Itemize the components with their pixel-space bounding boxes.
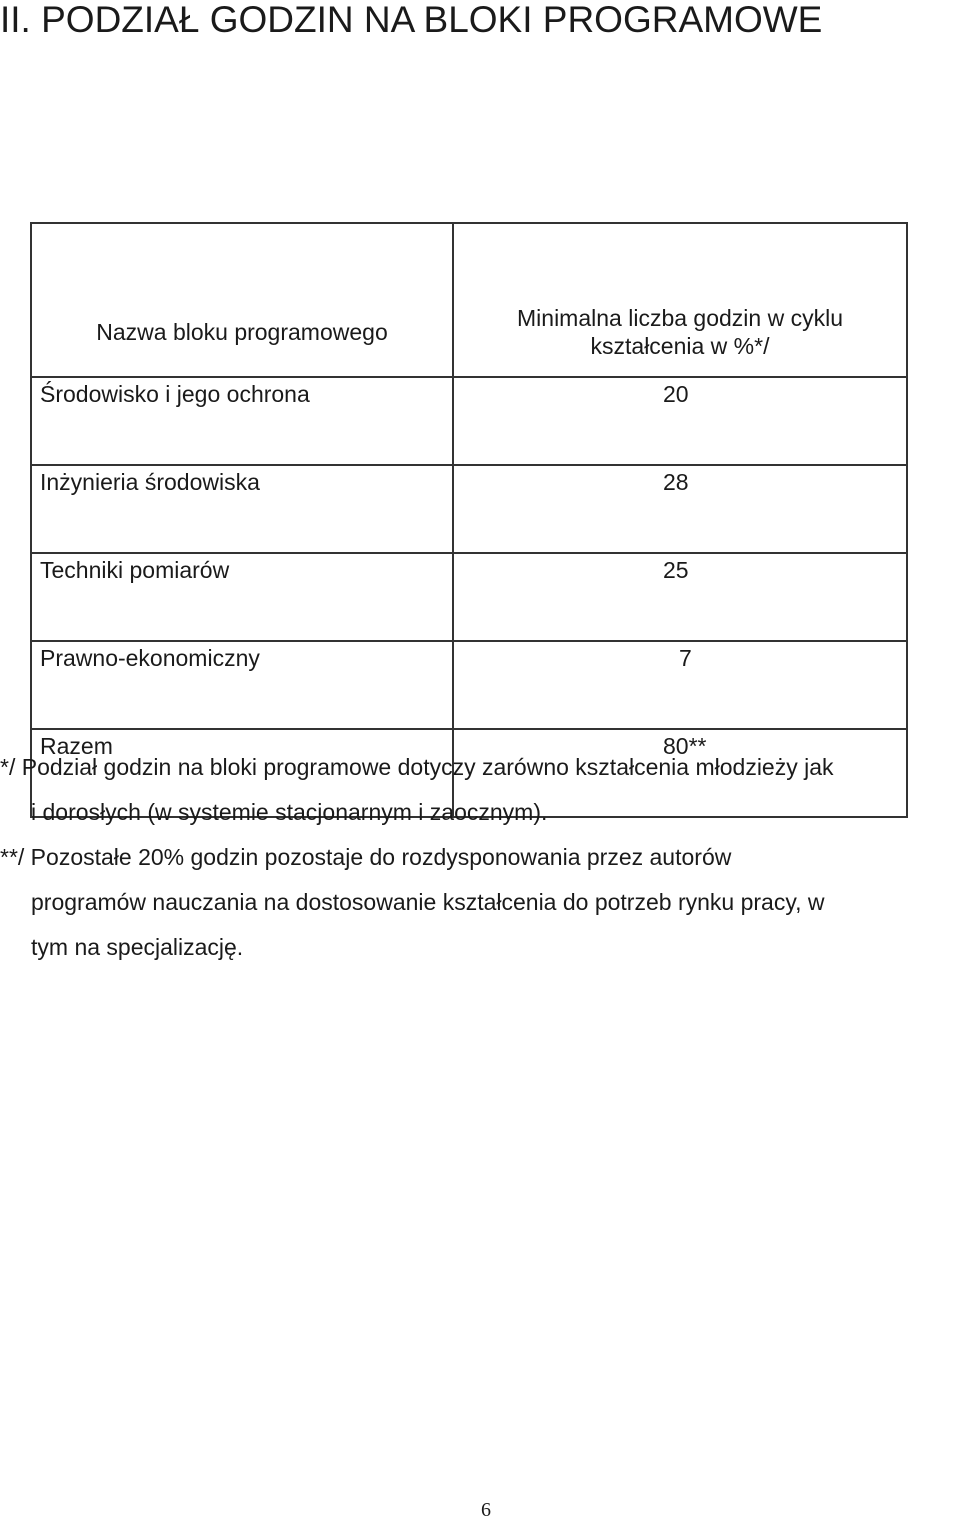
footnote-2-line-3: tym na specjalizację. [31, 934, 244, 960]
table-header-row [31, 223, 907, 377]
block-hours: 7 [679, 645, 692, 671]
total-hours: 80** [663, 733, 707, 759]
block-name-cell [31, 377, 453, 465]
block-hours-cell [453, 377, 907, 465]
table-row [31, 465, 907, 553]
table-row [31, 377, 907, 465]
block-hours: 20 [663, 381, 689, 407]
footnote-1-line-2: i dorosłych (w systemie stacjonarnym i zaocznym). [31, 799, 548, 825]
program-blocks-table [30, 222, 908, 818]
block-name-cell [31, 465, 453, 553]
block-name: Środowisko i jego ochrona [40, 381, 310, 407]
column-header-min-hours [453, 223, 907, 377]
table-row [31, 553, 907, 641]
total-label: Razem [40, 733, 113, 759]
page-title: II. PODZIAŁ GODZIN NA BLOKI PROGRAMOWE [0, 0, 823, 40]
footnote-2 [0, 835, 960, 970]
footnote-1 [0, 745, 960, 835]
table-row [31, 641, 907, 729]
footnote-2-line-2: programów nauczania na dostosowanie kształcenia do potrzeb rynku pracy, w [31, 889, 825, 915]
block-hours-cell [453, 641, 907, 729]
block-name-cell [31, 641, 453, 729]
block-name: Inżynieria środowiska [40, 469, 260, 495]
block-name-cell [31, 553, 453, 641]
column-header-min-hours-line1: Minimalna liczba godzin w cyklu [517, 305, 843, 331]
block-name: Prawno-ekonomiczny [40, 645, 260, 671]
block-hours: 25 [663, 557, 689, 583]
block-hours-cell [453, 553, 907, 641]
page-number: 6 [481, 1499, 491, 1521]
footnote-1-line-1: */ Podział godzin na bloki programowe dotyczy zarówno kształcenia młodzieży jak [0, 754, 834, 780]
footnote-2-line-1: **/ Pozostałe 20% godzin pozostaje do rozdysponowania przez autorów [0, 844, 732, 870]
block-name: Techniki pomiarów [40, 557, 230, 583]
block-hours-cell [453, 465, 907, 553]
block-hours: 28 [663, 469, 689, 495]
column-header-min-hours-line2: kształcenia w %*/ [590, 333, 770, 359]
column-header-block-name: Nazwa bloku programowego [31, 223, 453, 377]
